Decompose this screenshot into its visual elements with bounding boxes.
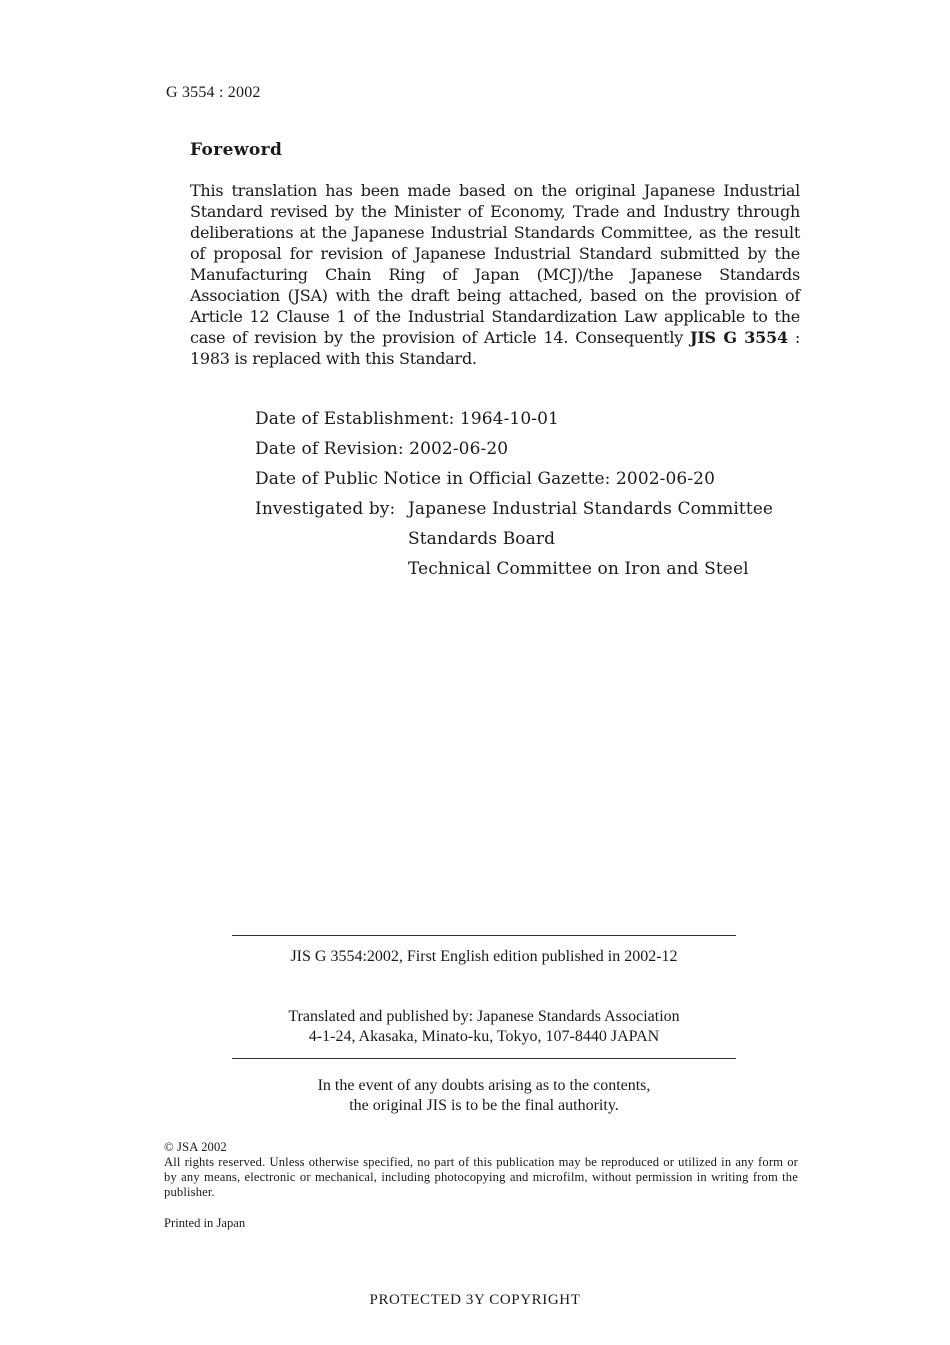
date-of-establishment: Date of Establishment: 1964-10-01 <box>255 409 559 429</box>
foreword-standard-ref: JIS G 3554 <box>690 328 788 347</box>
divider-top <box>232 935 736 936</box>
copyright-block <box>164 1140 798 1200</box>
edition-line: JIS G 3554:2002, First English edition published in 2002-12 <box>290 948 678 965</box>
rights-statement: All rights reserved. Unless otherwise specified, no part of this publication may be reproduced or utilized in any form or by any means, electronic or mechanical, including photocopying and microfilm, without permission in writing from the publisher. <box>164 1155 798 1199</box>
investigated-by-technical-committee: Technical Committee on Iron and Steel <box>408 559 749 579</box>
foreword-text-1: This translation has been made based on the original Japanese Industrial Standard revised by the Minister of Economy, Trade and Industry through deliberations at the Japanese Industrial Standards Committee, as the result of proposal for revision of Japanese Industrial Standard submitted by the Manufacturing Chain Ring of Japan (MCJ)/the Japanese Standards Association (JSA) with the draft being attached, based on the provision of Article 12 Clause 1 of the Industrial Standardization Law applicable to the case of revision by the provision of Article 14. Consequently <box>190 181 800 347</box>
foreword-heading: Foreword <box>190 140 283 160</box>
authority-line-1: In the event of any doubts arising as to the contents, <box>317 1077 651 1094</box>
copyright-line: © JSA 2002 <box>164 1140 227 1154</box>
date-of-revision: Date of Revision: 2002-06-20 <box>255 439 509 459</box>
address-line: 4-1-24, Akasaka, Minato-ku, Tokyo, 107-8440 JAPAN <box>308 1028 660 1045</box>
divider-bottom <box>232 1058 736 1059</box>
foreword-text-2: : 1983 is replaced with this Standard. <box>190 328 800 368</box>
authority-line-2: the original JIS is to be the final authority. <box>349 1097 619 1114</box>
investigated-by-committee: Japanese Industrial Standards Committee <box>408 499 774 519</box>
document-id: G 3554 : 2002 <box>166 84 261 101</box>
protected-footer: PROTECTED 3Y COPYRIGHT <box>369 1292 581 1308</box>
investigated-by-board: Standards Board <box>408 529 556 549</box>
printed-in: Printed in Japan <box>164 1216 246 1230</box>
investigated-by-label: Investigated by: <box>255 499 396 519</box>
publisher-line: Translated and published by: Japanese Standards Association <box>288 1008 680 1025</box>
date-of-public-notice: Date of Public Notice in Official Gazette: 2002-06-20 <box>255 469 716 489</box>
foreword-body <box>190 180 800 369</box>
